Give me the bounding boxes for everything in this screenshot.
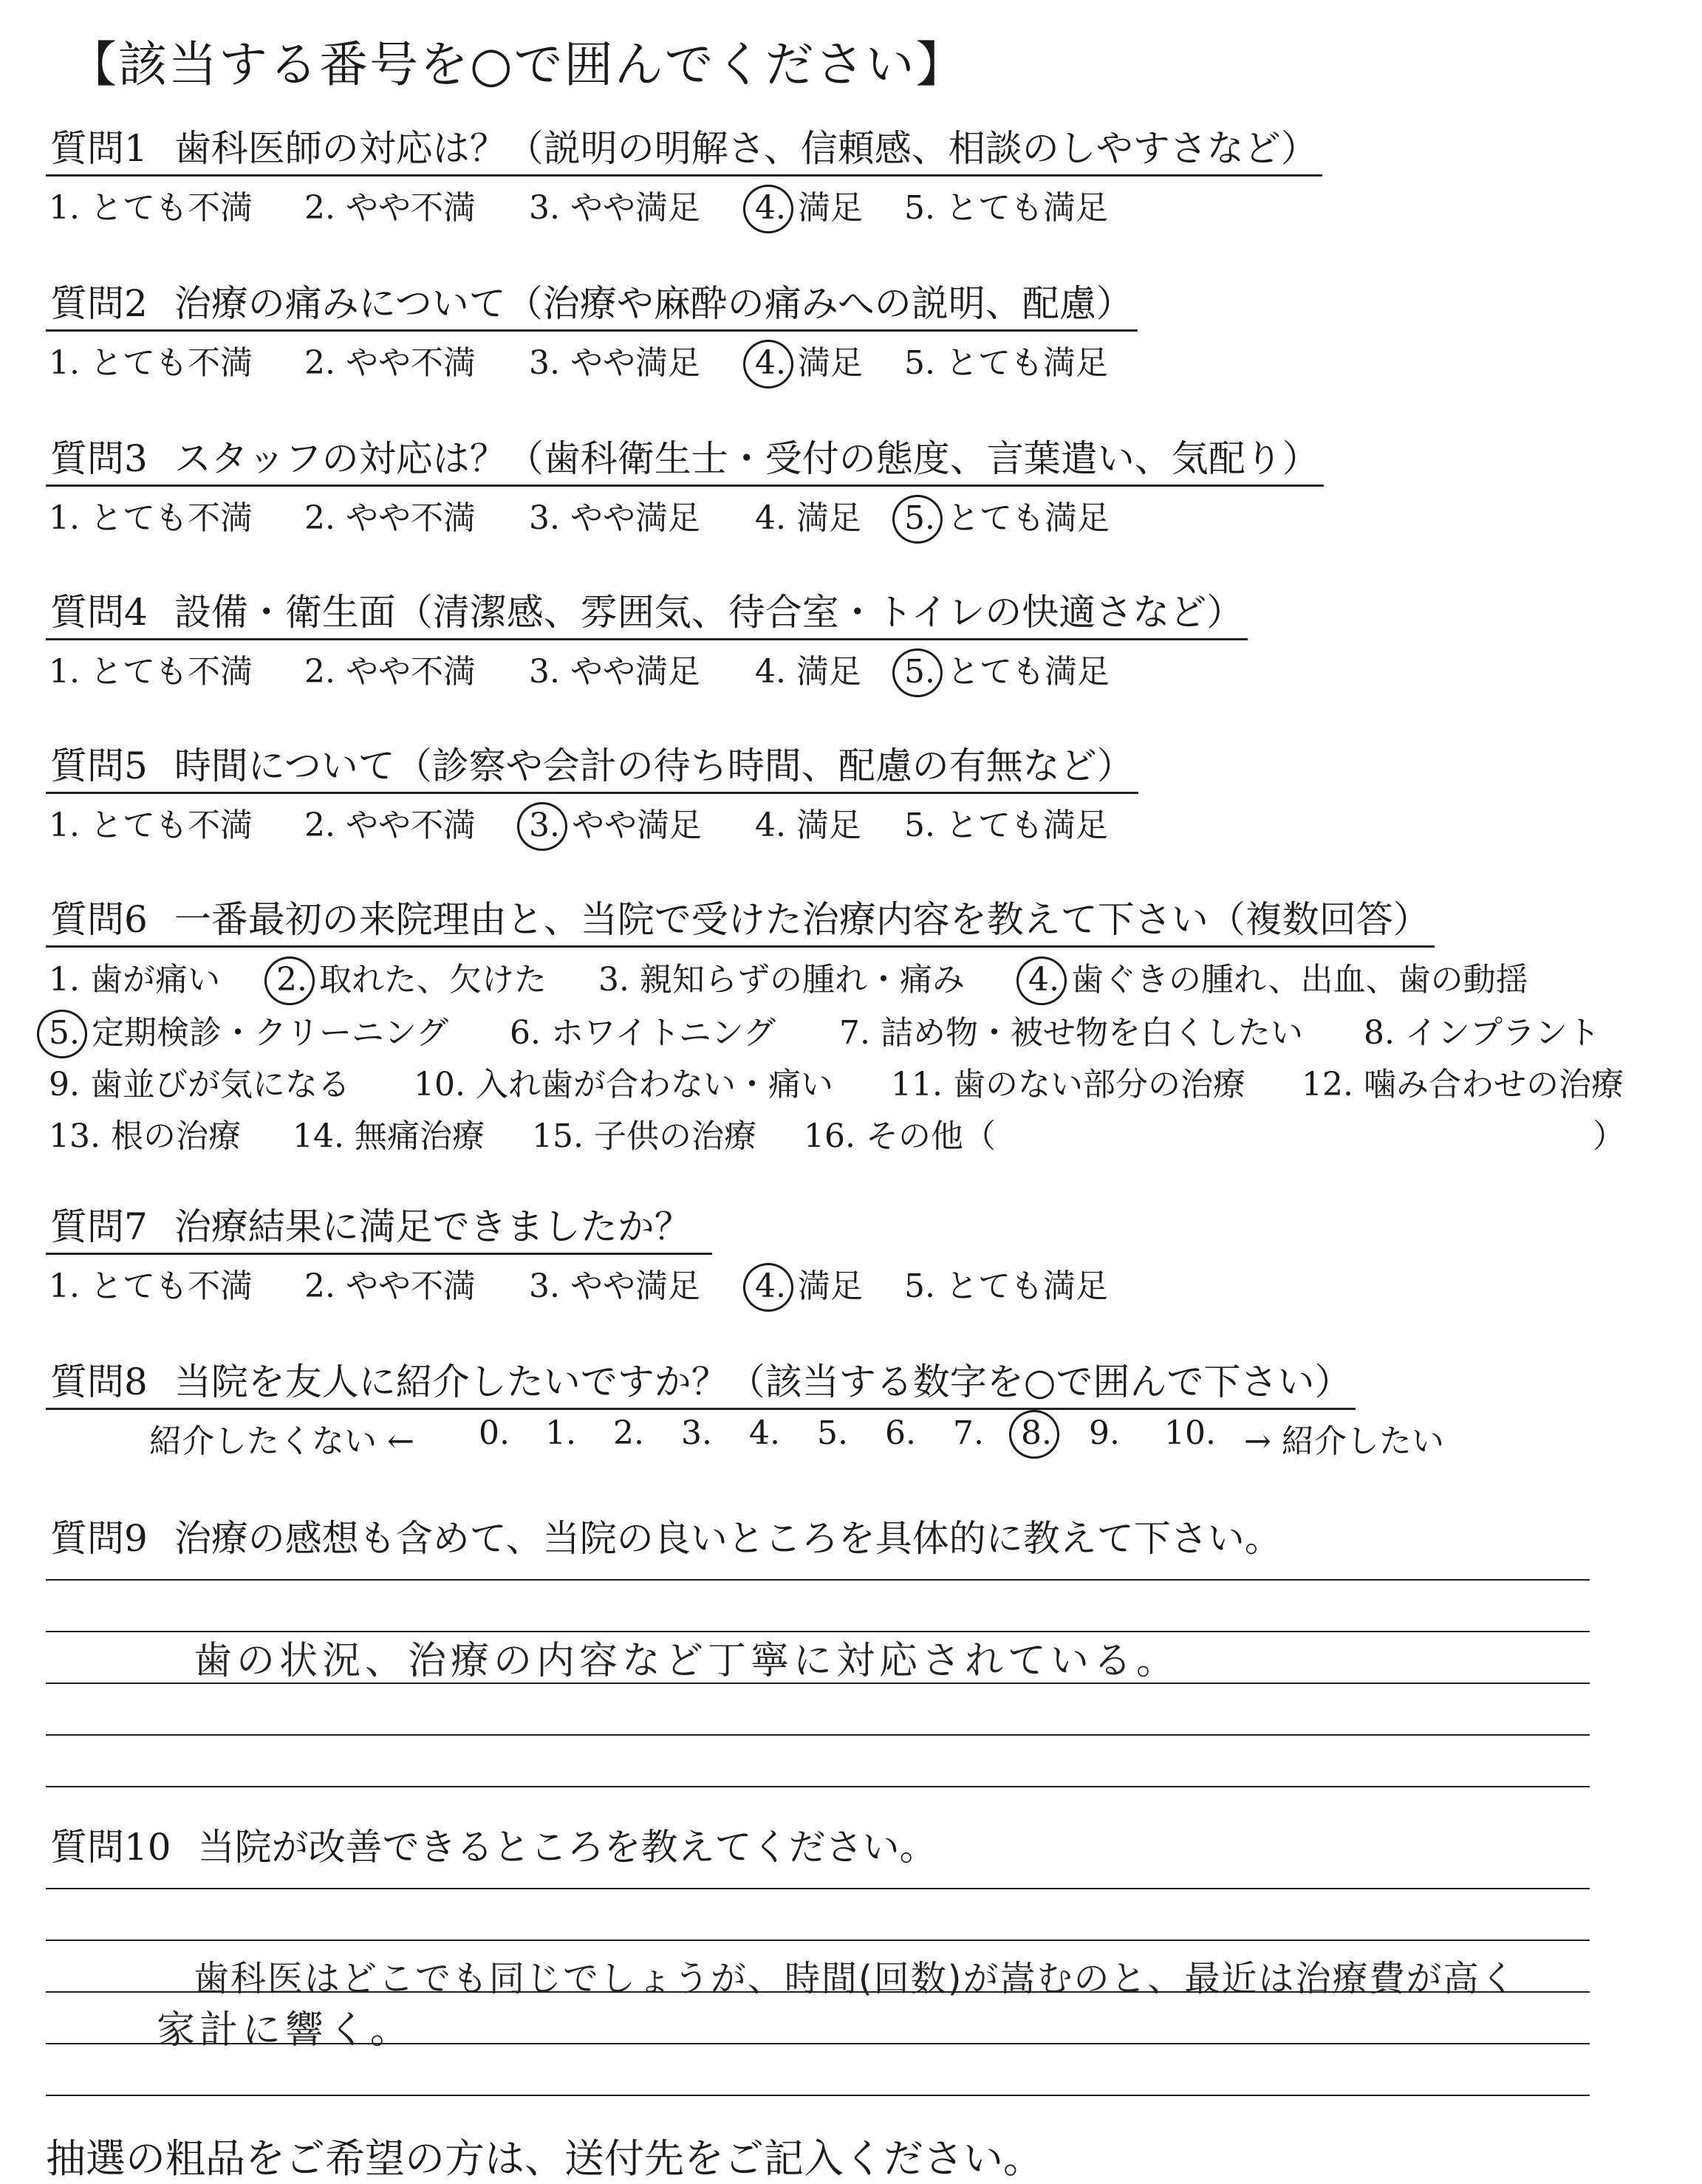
option-4[interactable]: 4. 満足 <box>755 499 861 537</box>
question-number: 質問10 <box>50 1826 171 1869</box>
option-5[interactable]: 5. とても満足 <box>904 1267 1108 1305</box>
option-5[interactable]: 5. とても満足 <box>904 807 1108 844</box>
question-8 <box>46 1358 1444 1460</box>
question-3 <box>46 434 1324 535</box>
scale-7[interactable]: 7. <box>953 1414 984 1452</box>
question-text: 治療の感想も含めて、当院の良いところを具体的に教えて下さい。 <box>174 1517 1282 1560</box>
option-1[interactable]: 1. とても不満 <box>49 344 253 382</box>
selection-circle <box>743 340 793 388</box>
option-4[interactable]: 4. 満足 <box>755 653 861 691</box>
selection-circle <box>264 956 315 1005</box>
option-1[interactable]: 1. とても不満 <box>49 653 253 691</box>
option-3[interactable]: 3. やや満足 <box>529 499 700 537</box>
selection-circle <box>1016 956 1067 1005</box>
question-text: 治療結果に満足できましたか？ <box>174 1205 691 1248</box>
selection-circle <box>892 495 943 544</box>
question-1-heading <box>46 124 1322 177</box>
question-7-heading <box>46 1202 712 1255</box>
question-3-heading <box>46 434 1324 487</box>
option-5[interactable]: 5. とても満足 <box>904 189 1108 227</box>
option-2[interactable]: 2. やや不満 <box>304 807 476 844</box>
q6-option-13[interactable]: 13. 根の治療 <box>49 1117 241 1155</box>
scale-1[interactable]: 1. <box>545 1414 576 1452</box>
question-number: 質問8 <box>50 1360 148 1403</box>
q6-option-12[interactable]: 12. 噛み合わせの治療 <box>1302 1066 1624 1103</box>
scale-left-label: 紹介したくない ← <box>149 1423 414 1460</box>
selection-circle <box>743 1263 793 1312</box>
option-1[interactable]: 1. とても不満 <box>49 499 253 537</box>
q6-option-9[interactable]: 9. 歯並びが気になる <box>49 1066 350 1103</box>
question-6-heading <box>46 895 1435 948</box>
scale-2[interactable]: 2. <box>613 1414 644 1452</box>
handwritten-answer-line-1: 歯科医はどこでも同じでしょうが、時間(回数)が嵩むのと、最近は治療費が高く <box>194 1958 1517 1999</box>
answer-line <box>46 1786 1590 1787</box>
q6-option-2-selected[interactable]: 2. 取れた、欠けた <box>276 953 547 1000</box>
question-number: 質問9 <box>50 1517 148 1560</box>
scale-right-label: → 紹介したい <box>1244 1423 1444 1460</box>
q6-option-8[interactable]: 8. インプラント <box>1364 1014 1600 1052</box>
q6-option-3[interactable]: 3. 親知らずの腫れ・痛み <box>598 961 965 999</box>
answer-line <box>46 1734 1590 1736</box>
option-2[interactable]: 2. やや不満 <box>304 653 476 691</box>
option-5-selected[interactable]: 5. とても満足 <box>904 645 1110 692</box>
scale-6[interactable]: 6. <box>885 1414 916 1452</box>
q6-option-16[interactable]: 16. その他（ <box>804 1117 996 1155</box>
question-number: 質問3 <box>50 437 148 480</box>
option-3[interactable]: 3. やや満足 <box>529 189 700 227</box>
question-number: 質問5 <box>50 744 148 787</box>
question-1 <box>46 124 1322 225</box>
question-number: 質問4 <box>50 591 148 634</box>
answer-options <box>46 1259 1108 1305</box>
question-2 <box>46 279 1138 380</box>
answer-options <box>46 645 1248 689</box>
scale-5[interactable]: 5. <box>817 1414 848 1452</box>
q6-option-10[interactable]: 10. 入れ歯が合わない・痛い <box>414 1066 833 1103</box>
question-text: 当院が改善できるところを教えてください。 <box>197 1826 937 1869</box>
option-3[interactable]: 3. やや満足 <box>529 344 700 382</box>
option-4-selected[interactable]: 4. 満足 <box>755 181 863 228</box>
option-3-selected[interactable]: 3. やや満足 <box>529 798 702 846</box>
option-4-selected[interactable]: 4. 満足 <box>755 1259 863 1307</box>
question-number: 質問6 <box>50 898 148 941</box>
option-4-selected[interactable]: 4. 満足 <box>755 336 863 383</box>
option-3[interactable]: 3. やや満足 <box>529 653 700 691</box>
option-1[interactable]: 1. とても不満 <box>49 807 253 844</box>
question-6 <box>46 895 1435 948</box>
answer-options <box>46 336 1138 380</box>
option-2[interactable]: 2. やや不満 <box>304 1267 476 1305</box>
page-title: 【該当する番号を○で囲んでください】 <box>68 36 966 93</box>
option-5-selected[interactable]: 5. とても満足 <box>904 491 1110 538</box>
answer-line <box>46 1579 1590 1581</box>
question-4-heading <box>46 588 1248 640</box>
answer-line <box>46 1888 1590 1889</box>
option-5[interactable]: 5. とても満足 <box>904 344 1108 382</box>
option-2[interactable]: 2. やや不満 <box>304 499 476 537</box>
question-number: 質問7 <box>50 1205 148 1248</box>
q6-option-15[interactable]: 15. 子供の治療 <box>532 1117 756 1155</box>
question-8-heading <box>46 1358 1356 1410</box>
q6-option-7[interactable]: 7. 詰め物・被せ物を白くしたい <box>839 1014 1303 1052</box>
scale-8-selected[interactable]: 8. <box>1021 1414 1052 1452</box>
selection-circle <box>892 648 943 697</box>
q6-option-5-selected[interactable]: 5. 定期検診・クリーニング <box>49 1006 448 1053</box>
answer-options <box>46 798 1138 843</box>
scale-10[interactable]: 10. <box>1164 1414 1216 1452</box>
selection-circle <box>1009 1410 1059 1459</box>
question-10 <box>46 1823 941 1873</box>
q6-option-6[interactable]: 6. ホワイトニング <box>510 1014 776 1052</box>
question-5-heading <box>46 742 1138 794</box>
question-text: 一番最初の来院理由と、当院で受けた治療内容を教えて下さい（複数回答） <box>174 898 1430 941</box>
scale-4[interactable]: 4. <box>749 1414 780 1452</box>
q6-option-1[interactable]: 1. 歯が痛い <box>49 961 220 999</box>
option-2[interactable]: 2. やや不満 <box>304 189 476 227</box>
answer-options <box>46 181 1322 225</box>
answer-options <box>46 491 1324 535</box>
question-4 <box>46 588 1248 689</box>
answer-line <box>46 2095 1590 2096</box>
option-2[interactable]: 2. やや不満 <box>304 344 476 382</box>
scale-0[interactable]: 0. <box>479 1414 510 1452</box>
question-2-heading <box>46 279 1138 332</box>
option-1[interactable]: 1. とても不満 <box>49 189 253 227</box>
scale-3[interactable]: 3. <box>681 1414 712 1452</box>
option-4[interactable]: 4. 満足 <box>755 807 861 844</box>
question-text: 当院を友人に紹介したいですか？（該当する数字を○で囲んで下さい） <box>174 1360 1352 1403</box>
recommend-scale <box>46 1414 1444 1460</box>
answer-line <box>46 1940 1590 1941</box>
selection-circle <box>743 185 793 233</box>
footer-note: 抽選の粗品をご希望の方は、送付先をご記入ください。 <box>46 2135 1043 2182</box>
question-text: スタッフの対応は？（歯科衛生士・受付の態度、言葉遣い、気配り） <box>174 437 1319 480</box>
question-text: 時間について（診察や会計の待ち時間、配慮の有無など） <box>174 744 1134 787</box>
q6-option-11[interactable]: 11. 歯のない部分の治療 <box>891 1066 1245 1103</box>
question-9 <box>46 1514 1286 1564</box>
option-1[interactable]: 1. とても不満 <box>49 1267 253 1305</box>
question-5 <box>46 742 1138 843</box>
question-text: 治療の痛みについて（治療や麻酔の痛みへの説明、配慮） <box>174 282 1133 325</box>
question-number: 質問2 <box>50 282 148 325</box>
handwritten-answer: 歯の状況、治療の内容など丁寧に対応されている。 <box>194 1639 1180 1683</box>
question-number: 質問1 <box>50 127 148 170</box>
option-3[interactable]: 3. やや満足 <box>529 1267 700 1305</box>
selection-circle <box>517 802 567 851</box>
handwritten-answer-line-2: 家計に響く。 <box>157 2008 413 2053</box>
q6-other-close-paren: ） <box>1593 1117 1625 1155</box>
q6-option-14[interactable]: 14. 無痛治療 <box>293 1117 485 1155</box>
question-7 <box>46 1202 1108 1305</box>
selection-circle <box>37 1010 87 1058</box>
question-9-heading <box>46 1514 1286 1564</box>
scale-9[interactable]: 9. <box>1089 1414 1120 1452</box>
question-10-heading <box>46 1823 941 1873</box>
question-text: 歯科医師の対応は？（説明の明解さ、信頼感、相談のしやすさなど） <box>174 127 1318 170</box>
q6-option-4-selected[interactable]: 4. 歯ぐきの腫れ、出血、歯の動揺 <box>1028 953 1528 1000</box>
question-text: 設備・衛生面（清潔感、雰囲気、待合室・トイレの快適さなど） <box>174 591 1244 634</box>
